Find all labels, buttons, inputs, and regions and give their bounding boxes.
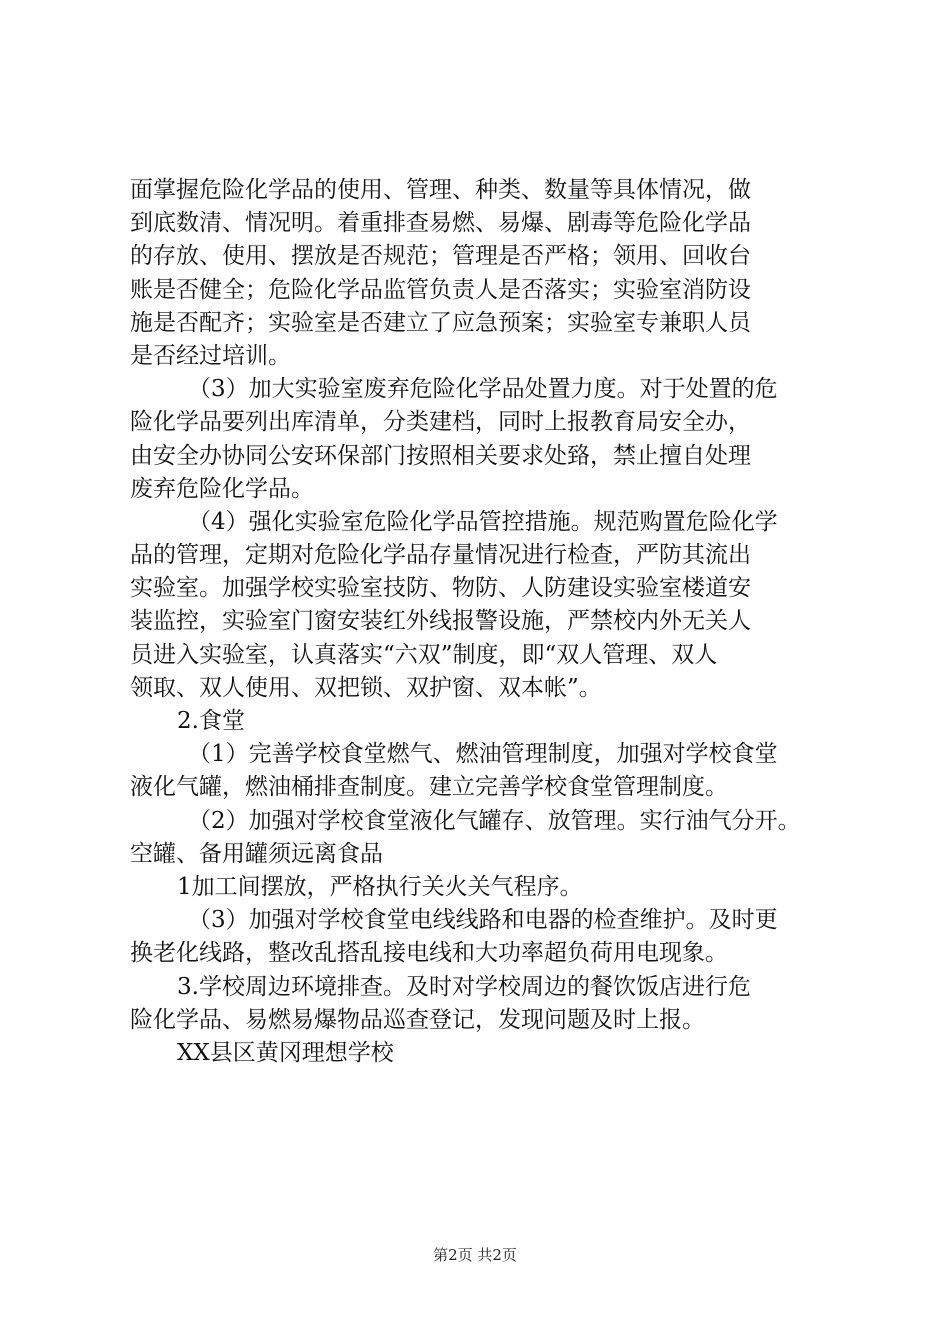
- text-line: 险化学品、易燃易爆物品巡查登记，发现问题及时上报。: [130, 1006, 705, 1033]
- text-line: 险化学品要列出库清单，分类建档，同时上报教育局安全办，: [130, 409, 751, 436]
- text-line: 由安全办协同公安环保部门按照相关要求处臵，禁止擅自处理: [130, 442, 751, 469]
- text-line: 到底数清、情况明。着重排查易燃、易爆、剧毒等危险化学品: [130, 210, 751, 237]
- text-line: 员进入实验室，认真落实“六双”制度，即“双人管理、双人: [130, 641, 718, 668]
- page-number: 第2页 共2页: [433, 1246, 517, 1264]
- text-line: 换老化线路，整改乱搭乱接电线和大功率超负荷用电现象。: [130, 940, 728, 967]
- document-body: [130, 174, 830, 1070]
- text-line: （3）加强对学校食堂电线线路和电器的检查维护。及时更: [188, 907, 778, 934]
- text-line: 领取、双人使用、双把锁、双护窗、双本帐”。: [130, 674, 602, 701]
- text-line: （1）完善学校食堂燃气、燃油管理制度，加强对学校食堂: [188, 741, 778, 768]
- text-line: 是否经过培训。: [130, 342, 291, 369]
- text-line: 液化气罐，燃油桶排查制度。建立完善学校食堂管理制度。: [130, 774, 728, 801]
- text-line: 品的管理，定期对危险化学品存量情况进行检查，严防其流出: [130, 542, 751, 569]
- text-line: （2）加强对学校食堂液化气罐存、放管理。实行油气分开。: [188, 807, 801, 834]
- text-line: 装监控，实验室门窗安装红外线报警设施，严禁校内外无关人: [130, 608, 751, 635]
- text-line: （3）加大实验室废弃危险化学品处置力度。对于处置的危: [188, 376, 778, 403]
- text-line: 实验室。加强学校实验室技防、物防、人防建设实验室楼道安: [130, 575, 751, 602]
- text-line: 面掌握危险化学品的使用、管理、种类、数量等具体情况，做: [130, 177, 751, 203]
- text-line: 空罐、备用罐须远离食品: [130, 840, 383, 867]
- text-line: 1加工间摆放，严格执行关火关气程序。: [177, 873, 583, 900]
- text-line: 施是否配齐；实验室是否建立了应急预案；实验室专兼职人员: [130, 309, 751, 336]
- text-line: （4）强化实验室危险化学品管控措施。规范购置危险化学: [188, 508, 778, 535]
- text-line: 废弃危险化学品。: [130, 475, 314, 502]
- signature-line: XX县区黄冈理想学校: [177, 1039, 394, 1066]
- text-line: 账是否健全；危险化学品监管负责人是否落实；实验室消防设: [130, 276, 751, 303]
- text-line: 的存放、使用、摆放是否规范；管理是否严格；领用、回收台: [130, 243, 751, 270]
- text-line: 3.学校周边环境排查。及时对学校周边的餐饮饭店进行危: [177, 973, 751, 1000]
- section-heading: 2.食堂: [177, 708, 245, 734]
